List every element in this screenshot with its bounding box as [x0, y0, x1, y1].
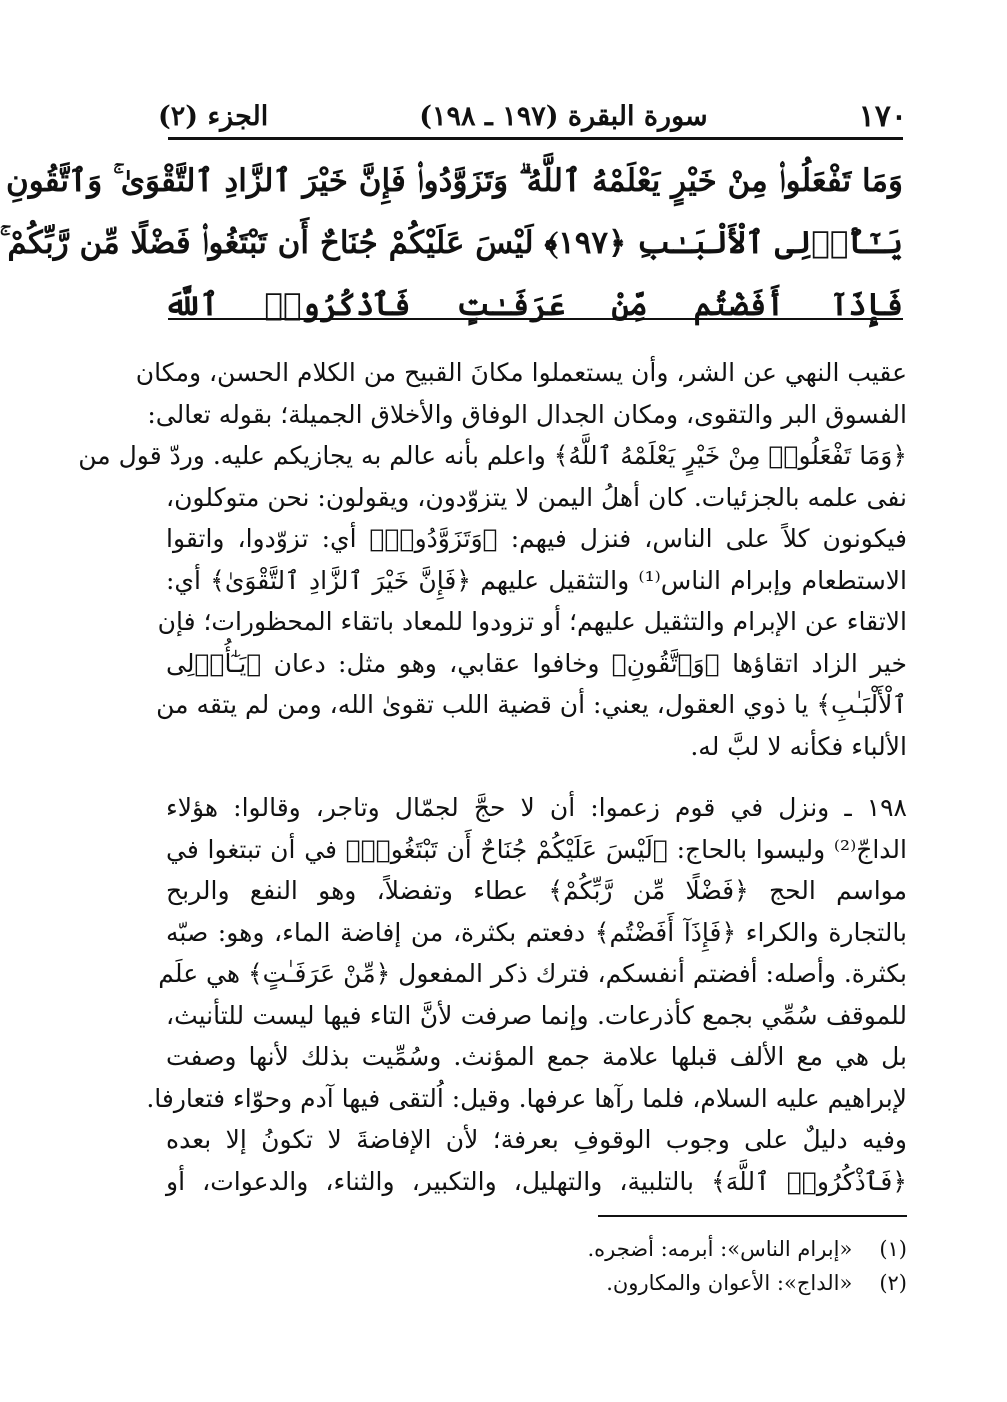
text-line: ﴿فَٱذْكُرُوا۟ ٱللَّهَ﴾ بالتلبية، والتهليل، والتكبير، والثناء، والدعوات، أو [166, 1166, 907, 1196]
text-line: ١٩٨ ـ ونزل في قوم زعموا: أن لا حجَّ لجمّال وتاجر، وقالوا: هؤلاء [166, 793, 907, 822]
text-line: فيكونون كلاً على الناس، فنزل فيهم: ﴿وَتَزَوَّدُوا۟﴾ أي: تزوّدوا، واتقوا [166, 524, 907, 553]
text-line: الداجّ⁽²⁾ وليسوا بالحاج: ﴿لَيْسَ عَلَيْكُمْ جُنَاحٌ أَن تَبْتَغُوا۟﴾ في أن تبتغوا في [166, 834, 907, 864]
quran-line: فَإِذَآ أَفَضْتُم مِّنْ عَرَفَـٰتٍ فَٱذْكُرُوا۟ ٱللَّهَ [164, 287, 903, 323]
quran-line: وَمَا تَفْعَلُوا۟ مِنْ خَيْرٍ يَعْلَمْهُ ٱللَّهُ ۗ وَتَزَوَّدُوا۟ فَإِنَّ خَيْرَ ٱلزَّادِ ٱلتَّقْوَىٰ ۚ وَٱتَّقُونِ [5, 163, 903, 199]
footnote-rule [598, 1215, 907, 1217]
text-line: وفيه دليلٌ على وجوب الوقوفِ بعرفة؛ لأن الإفاضةَ لا تكونُ إلا بعده [166, 1125, 907, 1154]
footnote-item [166, 1232, 907, 1266]
text-line: عقيب النهي عن الشر، وأن يستعملوا مكانَ القبيح من الكلام الحسن، ومكان [135, 358, 907, 387]
text-line: مواسم الحج ﴿فَضْلًا مِّن رَّبِّكُمْ﴾ عطاء وتفضلاً، وهو النفع والربح [166, 876, 907, 905]
text-line: الفسوق البر والتقوى، ومكان الجدال الوفاق والأخلاق الجميلة؛ بقوله تعالى: [147, 399, 907, 429]
header-rule [168, 137, 903, 140]
text-line: الألباء فكأنه لا لبَّ له. [690, 731, 907, 761]
verse-separator-rule [168, 318, 903, 320]
footnote-number: (٢) [879, 1271, 907, 1295]
footnote-number: (١) [879, 1237, 907, 1261]
page-number: ١٧٠ [858, 98, 907, 134]
footnote-text: «إبرام الناس»: أبرمه: أضجره. [587, 1237, 853, 1261]
text-line: الاستطعام وإبرام الناس⁽¹⁾ والتثقيل عليهم ﴿فَإِنَّ خَيْرَ ٱلزَّادِ ٱلتَّقْوَىٰ﴾ أي: [166, 565, 907, 595]
text-line: ﴿وَمَا تَفْعَلُوا۟ مِنْ خَيْرٍ يَعْلَمْهُ ٱللَّهُ﴾ واعلم بأنه عالم به يجازيكم عليه. وردّ قول من [78, 441, 907, 470]
quran-verse-block [0, 150, 903, 336]
quran-line: يَـٰٓأُو۟لِى ٱلْأَلْبَـٰبِ ﴿١٩٧﴾ لَيْسَ عَلَيْكُمْ جُنَاحٌ أَن تَبْتَغُوا۟ فَضْلًا مِّن رَّبِّكُمْ ۚ [0, 225, 903, 261]
page-header [158, 92, 907, 140]
text-line: خير الزاد اتقاؤها ﴿وَٱتَّقُونِ﴾ وخافوا عقابي، وهو مثل: دعان ﴿يَـٰٓأُو۟لِى [166, 648, 907, 678]
footnotes [166, 1232, 907, 1300]
text-line: بل هي مع الألف قبلها علامة جمع المؤنث. وسُمِّيت بذلك لأنها وصفت [166, 1042, 907, 1071]
text-line: نفى علمه بالجزئيات. كان أهلُ اليمن لا يتزوّدون، ويقولون: نحن متوكلون، [166, 482, 907, 512]
text-line: للموقف سُمِّي بجمع كأذرعات. وإنما صرفت لأنَّ التاء فيها ليست للتأنيث، [166, 1000, 907, 1030]
text-line: ٱلْأَلْبَـٰبِ﴾ يا ذوي العقول، يعني: أن قضية اللب تقوىٰ الله، ومن لم يتقه من [156, 690, 907, 719]
paragraph-gap [166, 767, 907, 787]
text-line: بكثرة. وأصله: أفضتم أنفسكم، فترك ذكر المفعول ﴿مِّنْ عَرَفَـٰتٍ﴾ هي علَم [158, 959, 907, 988]
text-line: الاتقاء عن الإبرام والتثقيل عليهم؛ أو تزودوا للمعاد باتقاء المحظورات؛ فإن [157, 607, 907, 636]
footnote-text: «الداج»: الأعوان والمكارون. [606, 1271, 853, 1295]
commentary-text [78, 352, 907, 1202]
surah-title: سورة البقرة (١٩٧ ـ ١٩٨) [419, 100, 708, 132]
footnote-item [166, 1266, 907, 1300]
text-line: لإبراهيم عليه السلام، فلما رآها عرفها. وقيل: اُلتقى فيها آدم وحوّاء فتعارفا. [146, 1083, 907, 1113]
part-label: الجزء (٢) [158, 100, 269, 132]
text-line: بالتجارة والكراء ﴿فَإِذَآ أَفَضْتُم﴾ دفعتم بكثرة، من إفاضة الماء، وهو: صبّه [166, 917, 907, 947]
